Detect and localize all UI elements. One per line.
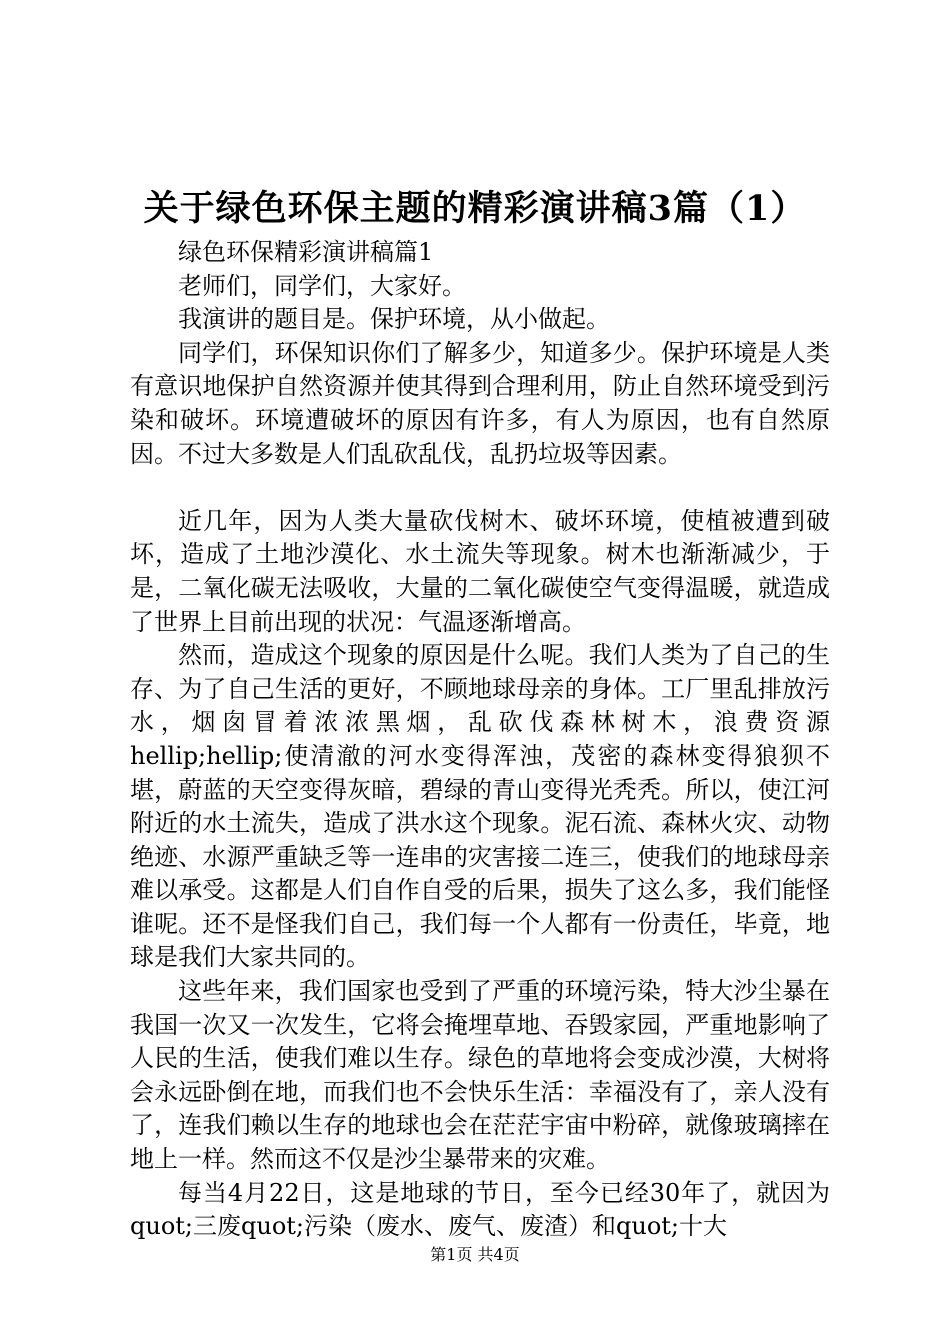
body-paragraph: 近几年，因为人类大量砍伐树木、破坏环境，使植被遭到破坏，造成了土地沙漠化、水土流失等现象。树木也渐渐减少，于是，二氧化碳无法吸收，大量的二氧化碳使空气变得温暖，就造成了世界上目前出现的状况：气温逐渐增高。 (130, 506, 830, 636)
body-paragraph: 每当4月22日，这是地球的节日，至今已经30年了，就因为quot;三废quot;污染（废水、废气、废渣）和quot;十大 (130, 1178, 830, 1241)
greeting-paragraph: 老师们，同学们，大家好。 (178, 271, 466, 300)
body-paragraph: 然而，造成这个现象的原因是什么呢。我们人类为了自己的生存、为了自己生活的更好，不顾地球母亲的身体。工厂里乱排放污水，烟囱冒着浓浓黑烟，乱砍伐森林树木，浪费资源hellip;hellip;使清澈的河水变得浑浊，茂密的森林变得狼狈不堪，蔚蓝的天空变得灰暗，碧绿的青山变得光秃秃。所以，使江河附近的水土流失，造成了洪水这个现象。泥石流、森林火灾、动物绝迹、水源严重缺乏等一连串的灾害接二连三，使我们的地球母亲难以承受。这都是人们自作自受的后果，损失了这么多，我们能怪谁呢。还不是怪我们自己，我们每一个人都有一份责任，毕竟，地球是我们大家共同的。 (130, 641, 830, 972)
topic-paragraph: 我演讲的题目是。保护环境，从小做起。 (178, 305, 610, 334)
body-paragraph: 这些年来，我们国家也受到了严重的环境污染，特大沙尘暴在我国一次又一次发生，它将会掩埋草地、吞毁家园，严重地影响了人民的生活，使我们难以生存。绿色的草地将会变成沙漠，大树将会永远卧倒在地，而我们也不会快乐生活：幸福没有了，亲人没有了，连我们赖以生存的地球也会在茫茫宇宙中粉碎，就像玻璃摔在地上一样。然而这不仅是沙尘暴带来的灾难。 (130, 977, 830, 1174)
document-title: 关于绿色环保主题的精彩演讲稿3篇（1） (143, 188, 807, 229)
document-body (130, 236, 830, 1244)
paragraph-spacer (130, 471, 830, 505)
page-footer: 第1页 共4页 (430, 1245, 520, 1264)
section-heading: 绿色环保精彩演讲稿篇1 (178, 238, 434, 266)
body-paragraph: 同学们，环保知识你们了解多少，知道多少。保护环境是人类有意识地保护自然资源并使其得到合理利用，防止自然环境受到污染和破坏。环境遭破坏的原因有许多，有人为原因，也有自然原因。不过大多数是人们乱砍乱伐，乱扔垃圾等因素。 (130, 338, 830, 468)
